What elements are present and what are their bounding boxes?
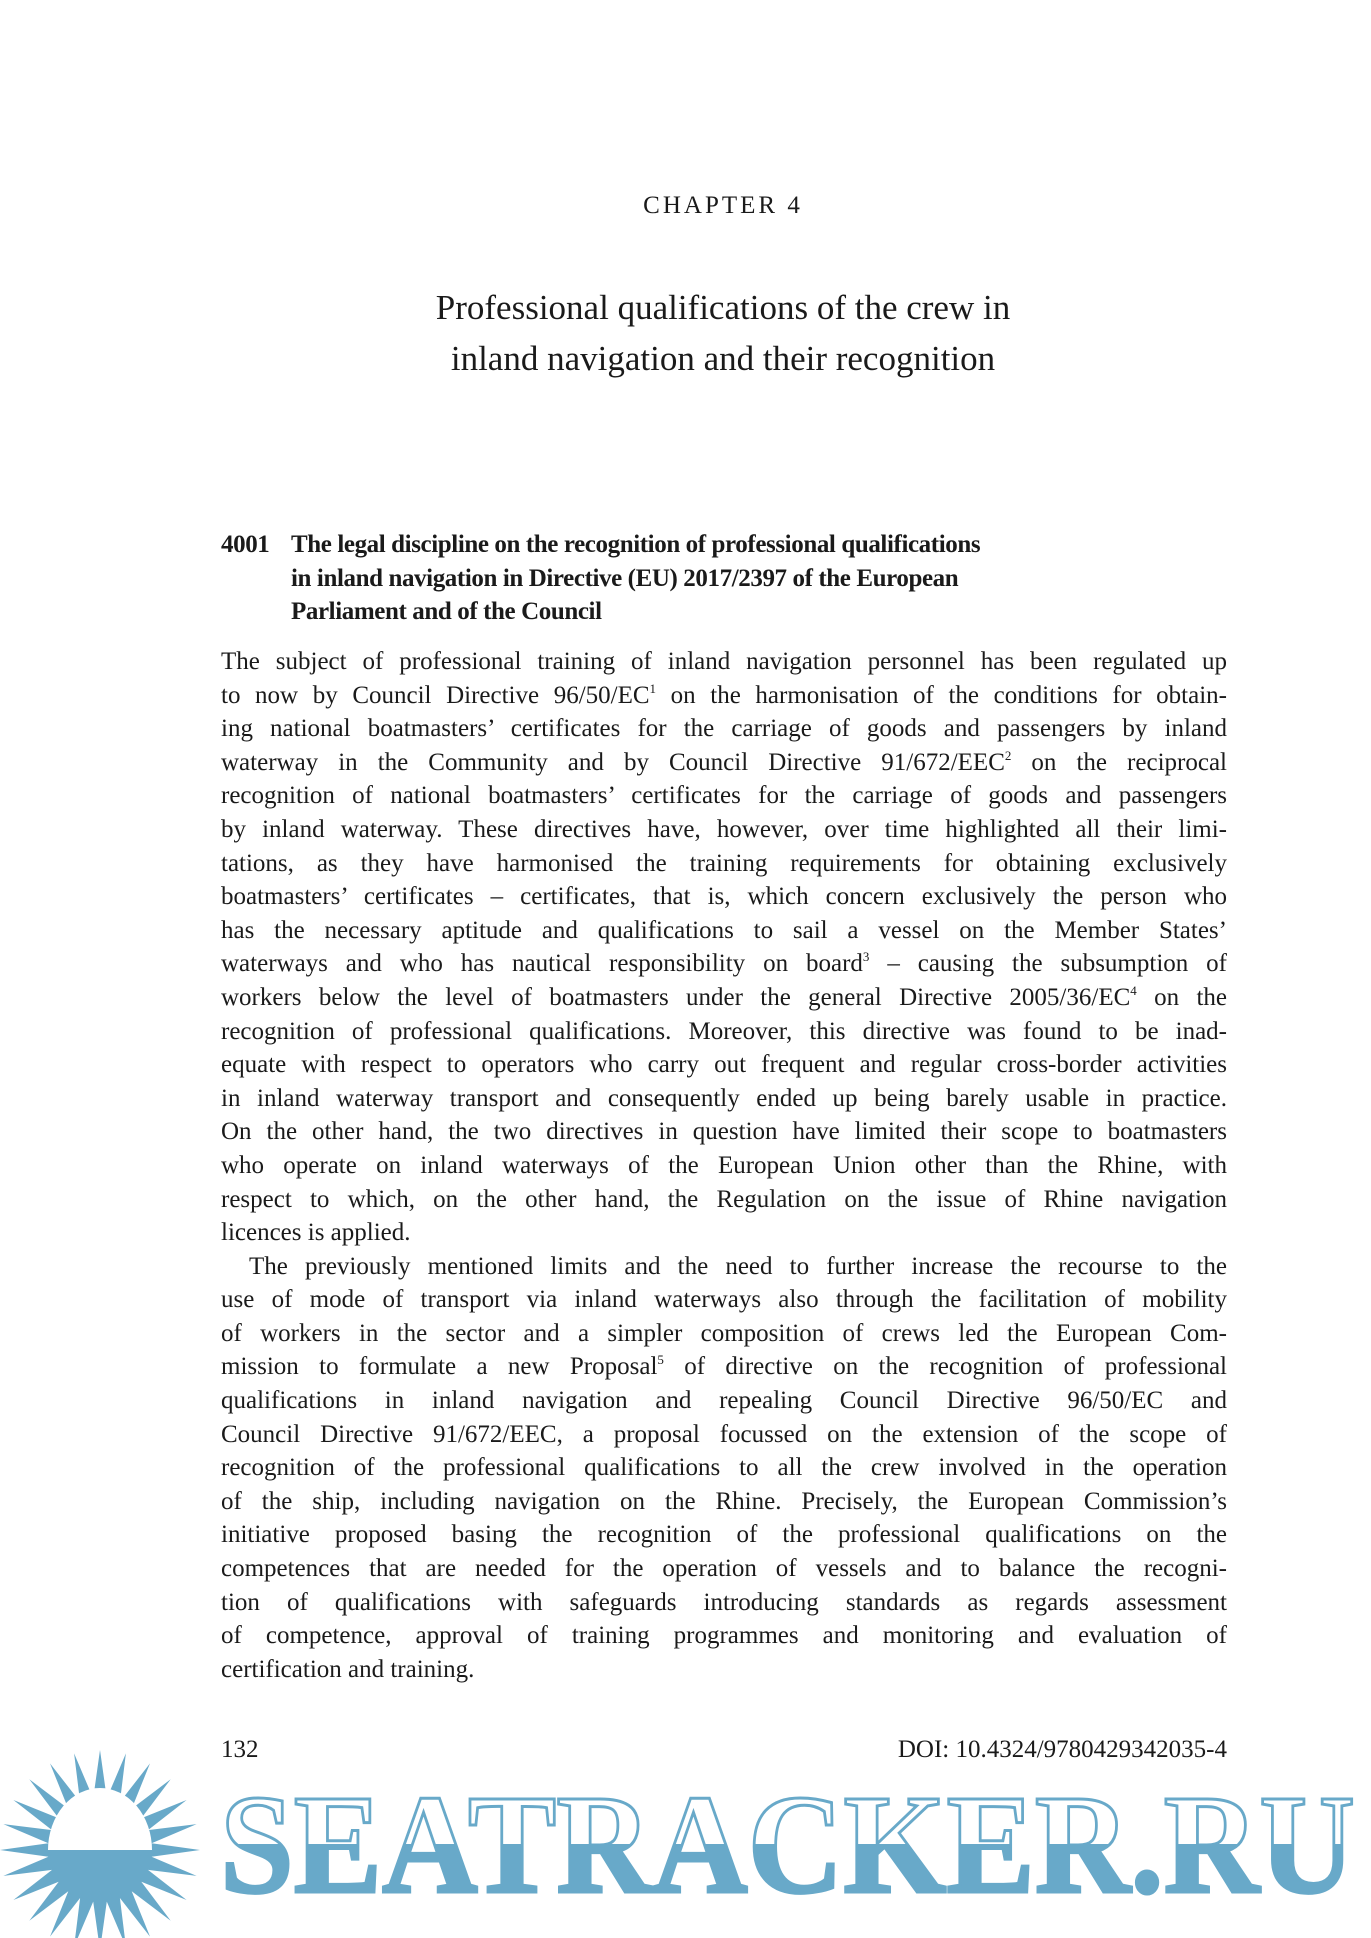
body-line: tations, as they have harmonised the training requirements for obtaining exclusively — [221, 849, 1227, 877]
footnote-reference[interactable]: 3 — [862, 949, 870, 965]
body-line: qualifications in inland navigation and repealing Council Directive 96/50/EC and — [221, 1387, 1227, 1415]
footnote-reference[interactable]: 5 — [657, 1352, 664, 1368]
body-line: who operate on inland waterways of the European Union other than the Rhine, with — [221, 1151, 1227, 1179]
section-heading-line: The legal discipline on the recognition of professional qualifications — [291, 531, 981, 558]
body-line: certification and training. — [221, 1655, 475, 1683]
section-heading-line: in inland navigation in Directive (EU) 2017/2397 of the European — [291, 564, 959, 592]
body-text — [221, 645, 1227, 1686]
chapter-title-line: inland navigation and their recognition — [450, 339, 996, 378]
body-line: tion of qualifications with safeguards introducing standards as regards assessment — [221, 1588, 1227, 1616]
section-heading — [221, 528, 1231, 629]
body-line: in inland waterway transport and consequently ended up being barely usable in practice. — [221, 1084, 1227, 1112]
body-line: mission to formulate a new Proposal$^5$ of directive on the recognition of professional — [221, 1352, 1227, 1381]
footnote-reference[interactable]: 4 — [1130, 982, 1137, 998]
body-line: of the ship, including navigation on the Rhine. Precisely, the European Commission’s — [221, 1487, 1227, 1515]
chapter-title — [0, 282, 1371, 384]
body-line: use of mode of transport via inland waterways also through the facilitation of mobility — [221, 1286, 1227, 1314]
body-line: by inland waterway. These directives have, however, over time highlighted all their limi- — [221, 815, 1227, 843]
body-line: of competence, approval of training programmes and monitoring and evaluation of — [221, 1622, 1227, 1650]
body-line: recognition of the professional qualifications to all the crew involved in the operation — [221, 1454, 1227, 1482]
body-line: The subject of professional training of inland navigation personnel has been regulated up — [221, 648, 1227, 675]
chapter-title-line: Professional qualifications of the crew in — [435, 288, 1011, 327]
body-line: ing national boatmasters’ certificates for the carriage of goods and passengers by inland — [221, 715, 1227, 743]
body-line: The previously mentioned limits and the need to further increase the recourse to the — [249, 1252, 1227, 1280]
body-line: to now by Council Directive $96/50/EC^1$ on the harmonisation of the conditions for obtain- — [221, 680, 1227, 709]
body-line: has the necessary aptitude and qualifications to sail a vessel on the Member States’ — [221, 916, 1227, 944]
body-line: equate with respect to operators who carry out frequent and regular cross-border activities — [221, 1051, 1227, 1079]
body-line: workers below the level of boatmasters under the general Directive $2005/36/EC^4$ on the — [221, 982, 1227, 1011]
body-line: licences is applied. — [221, 1219, 411, 1247]
body-line: On the other hand, the two directives in question have limited their scope to boatmasters — [221, 1118, 1227, 1146]
body-line: Council Directive 91/672/EEC, a proposal focussed on the extension of the scope of — [221, 1420, 1227, 1448]
page-number: 132 — [221, 1736, 259, 1763]
body-line: recognition of national boatmasters’ certificates for the carriage of goods and passengers — [221, 782, 1227, 810]
body-line: initiative proposed basing the recognition of the professional qualifications on the — [221, 1521, 1227, 1549]
body-line: recognition of professional qualifications. Moreover, this directive was found to be inad- — [221, 1017, 1227, 1045]
doi: DOI: 10.4324/9780429342035-4 — [897, 1736, 1227, 1763]
watermark-logo — [0, 1740, 1371, 1938]
watermark-text: SEATRACKER.RU — [220, 1765, 1355, 1923]
section-number: 4001 — [221, 531, 270, 558]
footnote-reference[interactable]: 1 — [649, 680, 657, 696]
sun-icon — [0, 1750, 200, 1938]
body-line: waterways and who has nautical responsibility on board$^3$ – causing the subsumption of — [221, 949, 1228, 978]
section-heading-line: Parliament and of the Council — [291, 598, 602, 625]
body-line: competences that are needed for the operation of vessels and to balance the recogni- — [221, 1555, 1227, 1583]
footnote-reference[interactable]: 2 — [1004, 747, 1012, 763]
chapter-label: CHAPTER 4 — [643, 192, 803, 219]
body-line: boatmasters’ certificates – certificates, that is, which concern exclusively the person who — [221, 883, 1227, 911]
body-line: of workers in the sector and a simpler composition of crews led the European Com- — [221, 1319, 1227, 1347]
body-line: waterway in the Community and by Council Directive 91/672/EEC$^2$ on the reciprocal — [221, 747, 1227, 776]
body-line: respect to which, on the other hand, the Regulation on the issue of Rhine navigation — [221, 1185, 1227, 1213]
